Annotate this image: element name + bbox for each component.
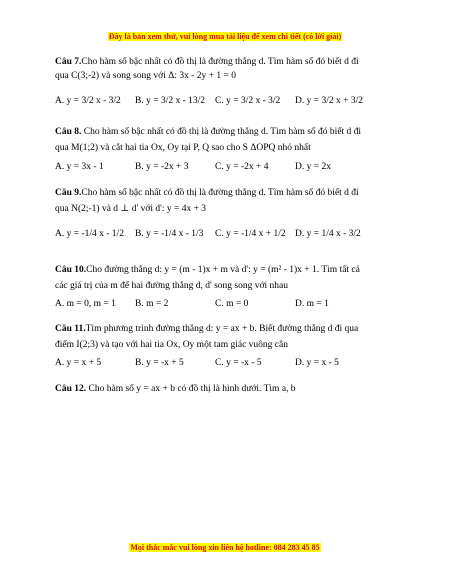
q8-option-a: A. y = 3x - 1 xyxy=(55,162,104,172)
q11-option-b: B. y = -x + 5 xyxy=(135,358,184,368)
q10-option-b: B. m = 2 xyxy=(135,299,169,309)
q7-option-a: A. y = 3/2 x - 3/2 xyxy=(55,96,121,106)
preview-banner-text: Đây là bản xem thử, vui lòng mua tài liệu để xem chi tiết (có lời giải) xyxy=(108,32,342,41)
q10-label: Câu 10. xyxy=(55,265,87,275)
q9-line1 xyxy=(55,187,359,199)
q10-option-d: D. m = 1 xyxy=(295,299,329,309)
q11-line2: điểm I(2;3) và tạo với hai tia Ox, Oy một tam giác vuông cân xyxy=(55,340,288,350)
q8-option-b: B. y = -2x + 3 xyxy=(135,162,189,172)
q11-line1 xyxy=(55,323,358,335)
preview-banner xyxy=(0,26,450,44)
q8-line2: qua M(1;2) và cắt hai tia Ox, Oy tại P, Q sao cho S ΔOPQ nhỏ nhất xyxy=(55,143,311,153)
q12-line1 xyxy=(55,383,296,395)
q9-option-a: A. y = -1/4 x - 1/2 xyxy=(55,229,124,239)
q12-label: Câu 12. xyxy=(55,384,87,394)
q8-option-c: C. y = -2x + 4 xyxy=(215,162,269,172)
q9-text1: Cho hàm số bậc nhất có đồ thị là đường thẳng d. Tìm hàm số đó biết d đi xyxy=(81,188,359,198)
q10-line2: các giá trị của m để hai đường thẳng d, d' song song với nhau xyxy=(55,281,288,291)
q10-option-c: C. m = 0 xyxy=(215,299,249,309)
q9-option-b: B. y = -1/4 x - 1/3 xyxy=(135,229,204,239)
hotline-banner-text: Mọi thắc mắc vui lòng xin liên hệ hotline: 084 283 45 85 xyxy=(130,543,320,552)
q9-option-c: C. y = -1/4 x + 1/2 xyxy=(215,229,286,239)
q9-option-d: D. y = 1/4 x - 3/2 xyxy=(295,229,361,239)
q7-line1 xyxy=(55,56,359,68)
q8-line1 xyxy=(55,126,361,138)
q11-option-a: A. y = x + 5 xyxy=(55,358,102,368)
q8-label: Câu 8. xyxy=(55,127,82,137)
q9-line2: qua N(2;-1) và d ⊥ d' với d': y = 4x + 3 xyxy=(55,204,207,214)
q10-line1 xyxy=(55,264,360,276)
q7-text1: Cho hàm số bậc nhất có đồ thị là đường thẳng d. Tìm hàm số đó biết d đi xyxy=(81,57,359,67)
q8-option-d: D. y = 2x xyxy=(295,162,331,172)
hotline-banner xyxy=(0,537,450,555)
q11-option-c: C. y = -x - 5 xyxy=(215,358,262,368)
q11-label: Câu 11. xyxy=(55,324,86,334)
q10-option-a: A. m = 0, m = 1 xyxy=(55,299,116,309)
q11-text1: Tìm phương trình đường thẳng d: y = ax + b. Biết đường thẳng d đi qua xyxy=(85,324,359,334)
q7-option-b: B. y = 3/2 x - 13/2 xyxy=(135,96,206,106)
q7-option-d: D. y = 3/2 x + 3/2 xyxy=(295,96,363,106)
q7-label: Câu 7. xyxy=(55,57,82,67)
q12-text1: Cho hàm số y = ax + b có đồ thị là hình dưới. Tìm a, b xyxy=(88,384,296,394)
q8-text1: Cho hàm số bậc nhất có đồ thị là đường thẳng d. Tìm hàm số đó biết d đi xyxy=(83,127,362,137)
q9-label: Câu 9. xyxy=(55,188,82,198)
q7-option-c: C. y = 3/2 x - 3/2 xyxy=(215,96,281,106)
q7-line2: qua C(3;-2) và song song với Δ: 3x - 2y + 1 = 0 xyxy=(55,71,236,81)
q10-text1: Cho đường thẳng d: y = (m - 1)x + m và d': y = (m² - 1)x + 1. Tìm tất cả xyxy=(86,265,360,275)
q11-option-d: D. y = x - 5 xyxy=(295,358,339,368)
